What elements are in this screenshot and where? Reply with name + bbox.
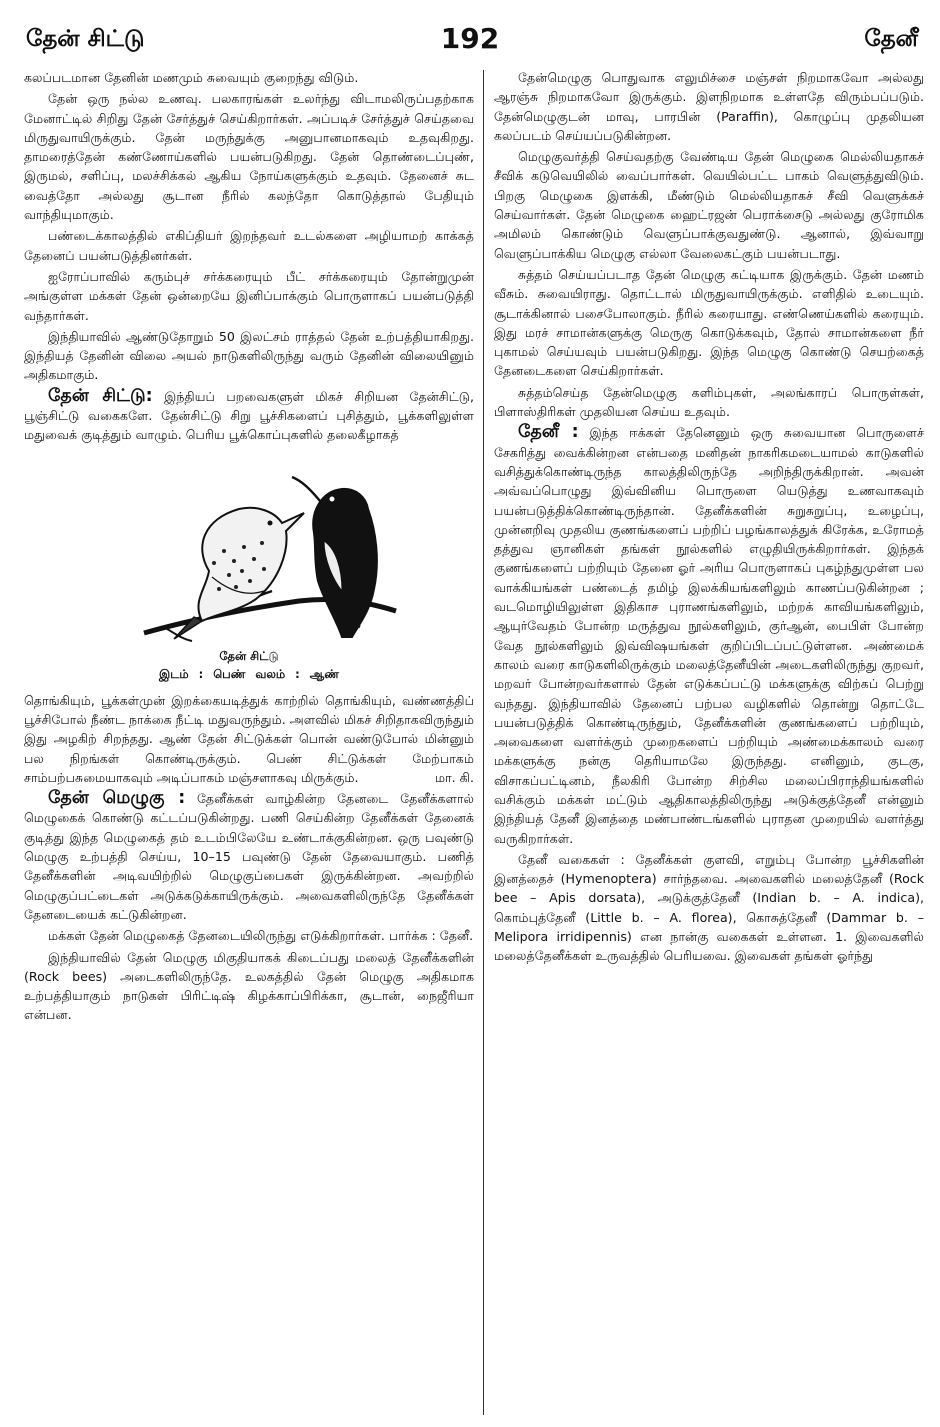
figure-caption: தேன் சிட்டு	[219, 648, 279, 663]
paragraph	[24, 691, 474, 787]
paragraph: தேன்மெழுகு பொதுவாக எலுமிச்சை மஞ்சள் நிறமாகவோ அல்லது ஆரஞ்சு நிறமாகவோ இருக்கும். இளநிறமாக உள்ளதே விரும்பப்படும். தேன்மெழுகுடன் மாவு, பாரபின் (Paraffin), கொழுப்பு முதலியன கலப்படம் செய்யப்படுகின்றன.	[494, 70, 924, 143]
author-initials: மா. கி.	[434, 769, 474, 785]
sunbird-figure	[24, 451, 474, 683]
figure-subcaption: இடம் : பெண் வலம் : ஆண்	[159, 666, 339, 681]
paragraph: மக்கள் தேன் மெழுகைத் தேனடையிலிருந்து எடுக்கிறார்கள். பார்க்க : தேனீ.	[48, 928, 474, 944]
entry-heading: தேனீ :	[518, 422, 579, 443]
paragraph: தேனீ வகைகள் : தேனீக்கள் குளவி, எறும்பு போன்ற பூச்சிகளின் இனத்தைச் (Hymenoptera) சார்ந்தவை. அவைகளில் மலைத்தேனீ (Rock bee – Apis dorsata), அடுக்குத்தேனீ (Indian b. – A. indica), கொம்புத்தேனீ (Little b. – A. florea), கொசுத்தேனீ (Dammar b. – Melipora irridipennis) என நான்கு வகைகள் உள்ளன. 1. இவைகளில் மலைத்தேனீக்கள் உருவத்தில் பெரியவை. இவைகள் தங்கள் ஓர்ந்து	[494, 851, 924, 964]
paragraph: சுத்தம்செய்த தேன்மெழுகு களிம்புகள், அலங்காரப் பொருள்கள், பிளாஸ்திரிகள் முதலியன செய்ய உதவும்.	[494, 384, 924, 420]
paragraph-text: தொங்கியும், பூக்கள்முன் இறக்கையடித்துக் காற்றில் தொங்கியும், வண்ணத்திப் பூச்சிபோல் நீண்ட நாக்கை நீட்டி மதுவருந்தும். அளவில் மிகச் சிறிதாகவிருந்தும் இது அழகிற் சிறந்தது. ஆண் தேன் சிட்டுக்கள் பொன் வண்டுபோல் மின்னும் பல நிறங்கள் கொண்டிருக்கும். பெண் சிட்டுக்கள் மேற்பாகம் சாம்பற்பசுமையாகவும் அடிப்பாகம் மஞ்சளாகவு மிருக்கும்.	[24, 692, 474, 785]
right-column	[494, 68, 924, 1418]
paragraph: பண்டைக்காலத்தில் எகிப்தியர் இறந்தவர் உடல்களை அழியாமற் காக்கத் தேனைப் பயன்படுத்தினர்கள்.	[24, 228, 474, 263]
left-column	[24, 68, 474, 1418]
paragraph: தேன் ஒரு நல்ல உணவு. பலகாரங்கள் உலர்ந்து விடாமலிருப்பதற்காக மேனாட்டில் சிறிது தேன் சேர்த்துச் செய்கிறார்கள். அப்படிச் சேர்த்துச் செய்தவை மிருதுவாயிருக்கும். தேன் மருந்துக்கு அனுபானமாகவும் உதவுகிறது. தாமரைத்தேன் கண்ணோய்களில் பயன்படுகிறது. தேன் தொண்டைப்புண், இருமல், சளிப்பு, மலச்சிக்கல் ஆகிய நோய்களுக்கும் உதவும். தேனைச் சுட வைத்தோ அல்லது சூடான நீரில் கலந்தோ கொடுத்தால் பேதியும் வாந்தியுமாகும்.	[24, 91, 474, 223]
page-header	[0, 0, 940, 62]
sunbird-illustration	[24, 451, 474, 647]
page-number: 192	[440, 22, 500, 55]
paragraph: சுத்தம் செய்யப்படாத தேன் மெழுகு கட்டியாக இருக்கும். தேன் மணம் வீசும். சுவையிராது. தொட்டால் மிருதுவாயிருக்கும். எளிதில் உடையும். சூடாக்கினால் பசைபோலாகும். நீரில் கரையாது. எண்ணெய்களில் கரையும். இது மரச் சாமான்களுக்கு மெருகு கொடுக்கவும், தோல் சாமான்களை நீர் புகாமல் செய்யவும் பயன்படுகிறது. இந்த மெழுகு கொண்டு செயற்கைத் தேனடைகளை செய்கிறார்கள்.	[494, 266, 924, 379]
paragraph: கலப்படமான தேனின் மணமும் சுவையும் குறைந்து விடும்.	[24, 70, 359, 85]
column-divider	[483, 70, 484, 1415]
running-head-left: தேன் சிட்டு	[26, 26, 145, 52]
paragraph: மெழுகுவர்த்தி செய்வதற்கு வேண்டிய தேன் மெழுகை மெல்லியதாகச் சீவிக் கடுவெயிலில் வைப்பார்கள். வெயில்பட்ட பாகம் வெளுத்துவிடும். பிறகு மெழுகை இளக்கி, மீண்டும் மெல்லியதாகச் சீவி வெளுக்கச் செய்வார்கள். தேன் மெழுகை ஹைட்ரஜன் பெராக்சைடு அல்லது குரோமிக அமிலம் கொண்டும் வெளுப்பாக்குவதுண்டு. ஆனால், இவ்வாறு வெளுப்பாக்கிய மெழுகு எல்லா வேலைகட்கும் பயன்படாது.	[494, 149, 924, 261]
entry-thensittu	[24, 387, 474, 445]
paragraph: இந்தியாவில் தேன் மெழுகு மிகுதியாகக் கிடைப்பது மலைத் தேனீக்களின் (Rock bees) அடைகளிலிருந்தே. உலகத்தில் தேன் மெழுகு அதிகமாக உற்பத்தியாகும் நாடுகள் பிரிட்டிஷ் கிழக்காப்பிரிக்கா, சூடான், நைஜீரியா என்பன.	[24, 949, 474, 1023]
entry-body: இந்தியப் பறவைகளுள் மிகச் சிறியன தேன்சிட்டு, பூஞ்சிட்டு வகைகளே. தேன்சிட்டு சிறு பூச்சிகளைப் புசித்தும், பூக்களிலுள்ள மதுவைக் குடித்தும் வாழும். பெரிய பூக்கொப்புகளில் தலைகீழாகத்	[24, 388, 474, 443]
entry-theni	[494, 423, 924, 848]
entry-heading: தேன் மெழுகு :	[48, 788, 186, 809]
paragraph: ஐரோப்பாவில் கரும்புச் சர்க்கரையும் பீட் சர்க்கரையும் தோன்றுமுன் அங்குள்ள மக்கள் தேன் ஒன்றையே இனிப்பாக்கும் பொருளாகப் பயன்படுத்தி வந்தார்கள்.	[24, 268, 474, 323]
entry-body: தேனீக்கள் வாழ்கின்ற தேனடை தேனீக்களால் மெழுகைக் கொண்டு கட்டப்படுகின்றது. பணி செய்கின்ற தேனீக்கள் தேனைக் குடித்து இந்த மெழுகைத் தம் உடம்பிலேயே உண்டாக்குகின்றன. ஒரு பவுண்டு மெழுகு உற்பத்தி செய்ய, 10–15 பவுண்டு தேன் தேவையாகும். பணித் தேனீக்களின் அடிவயிற்றில் மெழுகுப்பைகள் இருக்கின்றன. அவற்றில் மெழுகுப்பட்டைகள் அடுக்கடுக்காயிருக்கும். அவைகளிலிருந்தே தேனீக்கள் தேனடையைக் கட்டுகின்றன.	[24, 791, 474, 922]
paragraph: இந்தியாவில் ஆண்டுதோறும் 50 இலட்சம் ராத்தல் தேன் உற்பத்தியாகிறது. இந்தியத் தேனின் விலை அயல் நாடுகளிலிருந்து வரும் தேனின் விலையினும் அதிகமாகும்.	[24, 328, 474, 383]
running-head-right: தேனீ	[864, 26, 918, 52]
entry-heading: தேன் சிட்டு:	[48, 385, 153, 406]
entry-thenmezhugu	[24, 789, 474, 924]
entry-body: இந்த ஈக்கள் தேனெனும் ஒரு சுவையான பொருளைச் சேகரித்து வைக்கின்றன என்பதை மனிதன் நாகரிகமடையாமல் காடுகளில் வசித்துக்கொண்டிருந்த காலத்திலிருந்தே அறிந்திருக்கிறான். அவன் அவ்வப்பொழுது இவ்வினிய பொருளை யெடுத்து உணவாகவும் பயன்படுத்திக்கொண்டிருந்தான். தேனீக்களின் சுறுசுறுப்பு, உழைப்பு, முன்னறிவு முதலிய குணங்களைப் பற்றிப் பழங்காலத்துக் கிரேக்க, உரோமத் தத்துவ ஞானிகள் தங்கள் நூல்களில் எழுதியிருக்கிறார்கள். இந்தக் குணங்களைப் பற்றியும் தேனை ஓர் அரிய பொருளாகப் புகழ்ந்துமுள்ள பல வாக்கியங்கள் பண்டைத் தமிழ் இலக்கியங்களிலும் காணப்படுகின்றன ; வடமொழியிலுள்ள இதிகாச புராணங்களிலும், மற்றக் காவியங்களிலும், ஆயுர்வேதம் போன்ற மருத்துவ நூல்களிலும், குர்ஆன், பைபிள் போன்ற வேத நூல்களிலும் இவ்விஷயங்கள் குறிப்பிடப்பட்டுள்ளன. அண்மைக் காலம் வரை காடுகளிலிருக்கும் மலைத்தேனீயின் அடைகளிலிருந்து குறவர், மறவர் போன்றவர்களால் தேன் எடுக்கப்பட்டு மக்களுக்கு விற்கப் பெற்று வந்தது. இந்தியாவில் தேனைப் பற்பல வழிகளில் தொன்று தொட்டே பயன்படுத்திக் கொண்டிருந்தும், தேனீக்களின் குணங்களைப் பற்றியும், அவைகளை வளர்க்கும் முறைகளைப் பற்றியும் அண்மைக்காலம் வரை மக்களுக்கு நன்கு தெரியாமலே இருந்தது. எனினும், குடகு, விசாகப்பட்டினம், நீலகிரி போன்ற சிற்சில மலைப்பிராந்தியங்களில் வசிக்கும் மக்கள் மட்டும் ஆதிகாலத்திலிருந்து அடுக்குத்தேனீ என்னும் இந்தியத் தேனீ இனத்தை மண்பாண்டங்களில் புராதன முறையில் வளர்த்து வருகிறார்கள்.	[494, 425, 924, 846]
